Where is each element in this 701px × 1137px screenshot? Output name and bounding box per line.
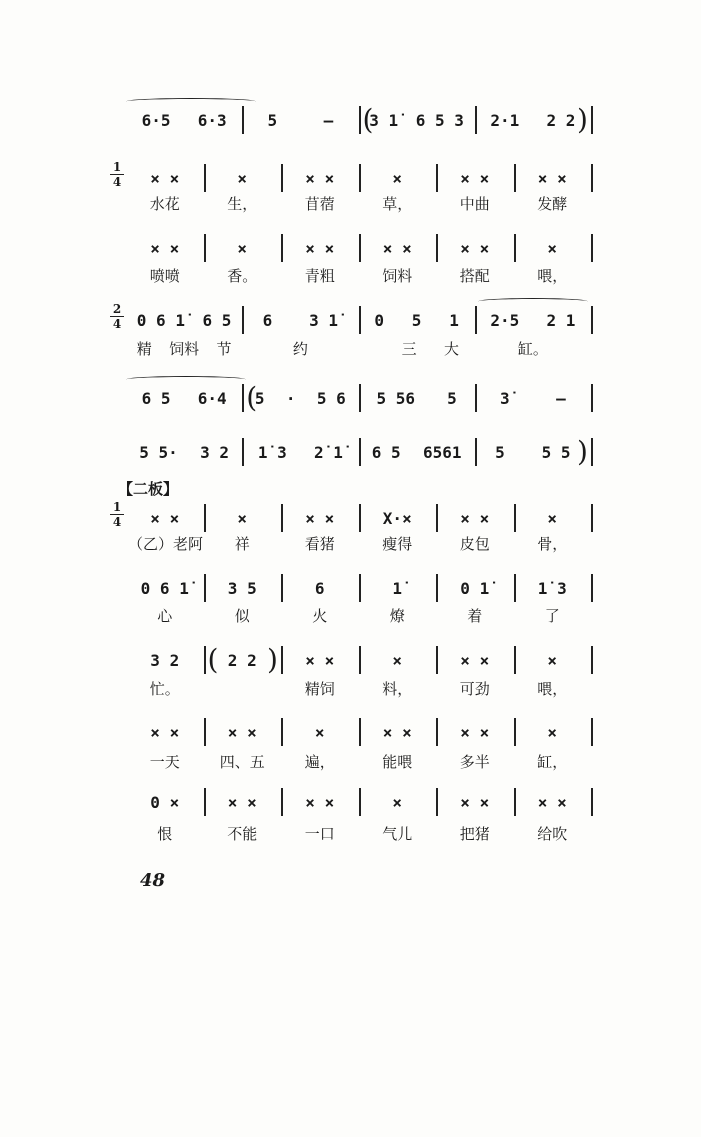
lyric-syllables: 苜蓿 <box>304 194 335 213</box>
measure <box>438 712 512 752</box>
lyric-measure <box>516 602 590 628</box>
lyric-measure <box>477 335 589 361</box>
lyric-syllables: 喂， <box>537 679 568 698</box>
note-group: × × <box>305 168 335 188</box>
measure <box>128 782 202 822</box>
note-group: × × <box>382 722 412 742</box>
note-group: × <box>314 722 325 742</box>
lyric-syllables: 忙。 <box>149 679 180 698</box>
note-group: 0 6 1̇ <box>136 310 185 330</box>
note-group: × <box>237 168 248 188</box>
note-group: 3 2 <box>200 442 230 462</box>
barline <box>591 384 593 412</box>
note-group: × × <box>227 722 257 742</box>
lyric-syllables: 中曲 <box>459 194 490 213</box>
time-signature <box>110 500 124 529</box>
open-parenthesis: ( <box>246 381 258 414</box>
note-group: × × <box>460 238 490 258</box>
lyric-measure <box>438 262 512 288</box>
barline <box>591 504 593 532</box>
note-group: — <box>556 388 566 408</box>
lyric-syllables: 祥 <box>234 534 250 553</box>
lyric-measure <box>361 748 435 774</box>
note-group: × × <box>460 508 490 528</box>
note-group: 6 <box>262 310 273 330</box>
note-group: 3 5 <box>227 578 257 598</box>
lyric-syllables: 不能 <box>227 824 258 843</box>
measure <box>361 782 435 822</box>
barline <box>591 306 593 334</box>
measure <box>283 712 357 752</box>
note-group: 0 6 1̇ <box>140 578 189 598</box>
lyric-row <box>118 675 593 701</box>
note-group: 5 6 <box>316 388 346 408</box>
barline <box>591 718 593 746</box>
lyric-syllables: 气儿 <box>382 824 413 843</box>
note-group: × × <box>150 508 180 528</box>
lyric-measure <box>244 335 356 361</box>
measure <box>128 378 240 418</box>
lyric-measure <box>206 602 280 628</box>
lyric-measure <box>128 530 202 556</box>
lyric-syllables: 三 <box>401 339 417 358</box>
measure <box>477 300 589 340</box>
lyric-measure <box>128 262 202 288</box>
note-group: 5 5· <box>139 442 178 462</box>
lyric-syllables: （乙）老阿 <box>128 534 204 553</box>
measure <box>128 432 240 472</box>
lyric-syllables: 心 <box>157 606 173 625</box>
lyric-row <box>118 190 593 216</box>
measure <box>128 712 202 752</box>
lyric-measure <box>283 262 357 288</box>
time-sig-denominator: 4 <box>112 317 122 331</box>
note-group: 5 <box>411 310 422 330</box>
note-group: 2·1 <box>490 110 520 130</box>
note-group: × <box>392 168 403 188</box>
note-group: 5 <box>495 442 505 462</box>
lyric-measure <box>283 820 357 846</box>
note-group: × × <box>305 238 335 258</box>
lyric-syllables: 火 <box>312 606 328 625</box>
measure <box>128 300 240 340</box>
note-group: × <box>392 792 403 812</box>
lyric-syllables: 能喂 <box>382 752 413 771</box>
time-sig-numerator: 2 <box>110 302 124 317</box>
note-group: 2 1 <box>546 310 576 330</box>
time-signature <box>110 302 124 331</box>
measure <box>438 640 512 680</box>
time-sig-numerator: 1 <box>110 160 124 175</box>
lyric-measure <box>516 262 590 288</box>
lyric-measure <box>128 675 202 701</box>
lyric-measure <box>438 602 512 628</box>
measure <box>516 782 590 822</box>
lyric-measure <box>206 190 280 216</box>
measure <box>206 782 280 822</box>
measure <box>477 432 589 472</box>
slur-arc <box>126 376 246 383</box>
note-group: 5 <box>447 388 457 408</box>
note-group: 3 2 <box>150 650 180 670</box>
close-parenthesis: ) <box>577 103 588 136</box>
lyric-syllables: 青粗 <box>304 266 335 285</box>
lyric-measure <box>516 530 590 556</box>
note-group: 5 <box>267 110 278 130</box>
measure <box>244 300 356 340</box>
note-group: 6 5 <box>141 388 171 408</box>
note-group: × × <box>305 792 335 812</box>
note-group: × × <box>460 168 490 188</box>
note-group: 1 <box>449 310 459 330</box>
lyric-syllables: 精 <box>136 339 152 358</box>
note-group: 1̇ <box>392 578 403 598</box>
lyric-syllables: 着 <box>467 606 483 625</box>
lyric-measure <box>128 335 240 361</box>
time-sig-denominator: 4 <box>112 175 122 189</box>
lyric-row <box>118 748 593 774</box>
note-group: 6 <box>314 578 325 598</box>
note-group: 2̇ 1̇ <box>313 442 343 462</box>
measure <box>477 378 589 418</box>
note-group: 6 5 3 <box>415 110 464 130</box>
lyric-measure <box>206 675 280 701</box>
lyric-syllables: 饲料 <box>169 339 200 358</box>
staff-row <box>112 300 593 340</box>
lyric-syllables: 草， <box>382 194 413 213</box>
lyric-syllables: 瘦得 <box>382 534 413 553</box>
time-sig-numerator: 1 <box>110 500 124 515</box>
lyric-syllables: 可劲 <box>459 679 490 698</box>
note-group: × × <box>305 508 335 528</box>
lyric-syllables: 燎 <box>389 606 405 625</box>
note-group: × × <box>305 650 335 670</box>
lyric-measure <box>206 748 280 774</box>
lyric-measure <box>206 262 280 288</box>
lyric-measure <box>516 820 590 846</box>
measure <box>516 712 590 752</box>
page-number: 48 <box>140 870 166 891</box>
lyric-measure <box>361 530 435 556</box>
barline <box>591 788 593 816</box>
lyric-measure <box>361 335 473 361</box>
note-group: 5 56 <box>376 388 416 408</box>
note-group: 0 × <box>150 792 180 812</box>
note-group: 3 1̇ <box>309 310 339 330</box>
lyric-measure <box>361 190 435 216</box>
staff-row <box>118 432 593 472</box>
note-group: 6561 <box>423 442 462 462</box>
slur-arc <box>478 298 588 305</box>
note-group: × <box>547 650 558 670</box>
lyric-measure <box>438 530 512 556</box>
barline <box>591 646 593 674</box>
barline <box>591 438 593 466</box>
lyric-syllables: 料， <box>382 679 413 698</box>
lyric-row <box>118 602 593 628</box>
lyric-measure <box>516 675 590 701</box>
lyric-measure <box>206 820 280 846</box>
note-group: × × <box>150 168 180 188</box>
note-group: × × <box>150 722 180 742</box>
note-group: × <box>547 722 558 742</box>
note-group: 1̇ 3 <box>537 578 567 598</box>
note-group: × × <box>227 792 257 812</box>
barline <box>591 234 593 262</box>
lyric-measure <box>438 675 512 701</box>
note-group: 0 1̇ <box>460 578 490 598</box>
lyric-syllables: 给吹 <box>537 824 568 843</box>
lyric-measure <box>516 748 590 774</box>
lyric-measure <box>283 748 357 774</box>
note-group: 3̇ <box>499 388 510 408</box>
measure <box>477 100 589 140</box>
lyric-measure <box>128 190 202 216</box>
open-parenthesis: ( <box>362 103 374 136</box>
lyric-syllables: 精饲 <box>304 679 335 698</box>
lyric-measure <box>361 602 435 628</box>
lyric-syllables: 看猪 <box>304 534 335 553</box>
lyric-syllables: 节 <box>216 339 232 358</box>
note-group: × × <box>460 792 490 812</box>
measure <box>283 782 357 822</box>
measure <box>244 100 356 140</box>
lyric-syllables: 大 <box>444 339 460 358</box>
note-group: 3 1̇ <box>369 110 399 130</box>
note-group: 6·3 <box>197 110 227 130</box>
lyric-measure <box>283 190 357 216</box>
note-group: × × <box>460 722 490 742</box>
lyric-measure <box>361 675 435 701</box>
lyric-syllables: 四、五 <box>219 752 265 771</box>
measure <box>361 432 473 472</box>
note-group: 5 <box>254 388 265 408</box>
measure <box>361 300 473 340</box>
note-group: × <box>547 508 558 528</box>
lyric-syllables: 多半 <box>459 752 490 771</box>
lyric-syllables: 遍， <box>304 752 335 771</box>
lyric-row <box>118 262 593 288</box>
measure <box>283 640 357 680</box>
note-group: × <box>392 650 403 670</box>
note-group: X·× <box>382 508 412 528</box>
lyric-measure <box>283 675 357 701</box>
lyric-syllables: 似 <box>234 606 250 625</box>
measure <box>361 100 473 140</box>
note-group: 6 5 <box>371 442 401 462</box>
lyric-syllables: 喂， <box>537 266 568 285</box>
measure <box>206 712 280 752</box>
lyric-measure <box>438 748 512 774</box>
lyric-row <box>118 335 593 361</box>
barline <box>591 164 593 192</box>
staff-row <box>118 378 593 418</box>
lyric-syllables: 生， <box>227 194 258 213</box>
lyric-syllables: 把猪 <box>459 824 490 843</box>
note-group: × <box>237 238 248 258</box>
close-parenthesis: ) <box>267 643 278 676</box>
note-group: × × <box>537 792 567 812</box>
lyric-measure <box>206 530 280 556</box>
note-group: × <box>237 508 248 528</box>
note-group: — <box>323 110 334 130</box>
note-group: 6 5 <box>202 310 232 330</box>
measure <box>128 100 240 140</box>
note-group: 5 5 <box>541 442 571 462</box>
lyric-measure <box>283 602 357 628</box>
lyric-syllables: 饲料 <box>382 266 413 285</box>
staff-row <box>118 640 593 680</box>
measure <box>438 782 512 822</box>
measure <box>128 640 202 680</box>
lyric-measure <box>128 748 202 774</box>
lyric-syllables: 了 <box>544 606 560 625</box>
note-group: · <box>285 388 296 408</box>
lyric-syllables: 缸， <box>537 752 568 771</box>
staff-row <box>118 712 593 752</box>
lyric-syllables: 水花 <box>149 194 180 213</box>
measure <box>361 378 473 418</box>
note-group: × × <box>382 238 412 258</box>
measure <box>516 640 590 680</box>
lyric-syllables: 一天 <box>149 752 180 771</box>
note-group: × × <box>460 650 490 670</box>
lyric-measure <box>438 820 512 846</box>
lyric-measure <box>516 190 590 216</box>
measure <box>244 432 356 472</box>
staff-row <box>118 100 593 140</box>
lyric-syllables: 香。 <box>227 266 258 285</box>
note-group: 1̇ 3 <box>257 442 287 462</box>
lyric-syllables: 一口 <box>304 824 335 843</box>
barline <box>591 574 593 602</box>
note-group: 2·5 <box>490 310 520 330</box>
lyric-syllables: 皮包 <box>459 534 490 553</box>
time-sig-denominator: 4 <box>112 515 122 529</box>
lyric-syllables: 约 <box>292 339 308 358</box>
lyric-measure <box>283 530 357 556</box>
lyric-syllables: 恨 <box>157 824 173 843</box>
lyric-syllables: 搭配 <box>459 266 490 285</box>
lyric-measure <box>361 820 435 846</box>
note-group: 6·5 <box>141 110 171 130</box>
note-group: 6·4 <box>197 388 227 408</box>
note-group: × × <box>537 168 567 188</box>
measure <box>361 640 435 680</box>
note-group: 2 2 <box>227 650 257 670</box>
lyric-measure <box>128 820 202 846</box>
lyric-measure <box>128 602 202 628</box>
note-group: 2 2 <box>546 110 576 130</box>
lyric-syllables: 缸。 <box>517 339 548 358</box>
section-label: 【二板】 <box>118 480 179 498</box>
slur-arc <box>126 98 256 105</box>
note-group: 0 <box>374 310 385 330</box>
close-parenthesis: ) <box>577 435 588 468</box>
barline <box>591 106 593 134</box>
lyric-row <box>118 530 593 556</box>
lyric-measure <box>361 262 435 288</box>
staff-row <box>118 782 593 822</box>
time-signature <box>110 160 124 189</box>
note-group: × <box>547 238 558 258</box>
open-parenthesis: ( <box>207 643 219 676</box>
lyric-measure <box>438 190 512 216</box>
measure <box>244 378 356 418</box>
lyric-syllables: 喷喷 <box>149 266 180 285</box>
measure <box>361 712 435 752</box>
note-group: × × <box>150 238 180 258</box>
lyric-row <box>118 820 593 846</box>
lyric-syllables: 发酵 <box>537 194 568 213</box>
lyric-syllables: 骨， <box>537 534 568 553</box>
